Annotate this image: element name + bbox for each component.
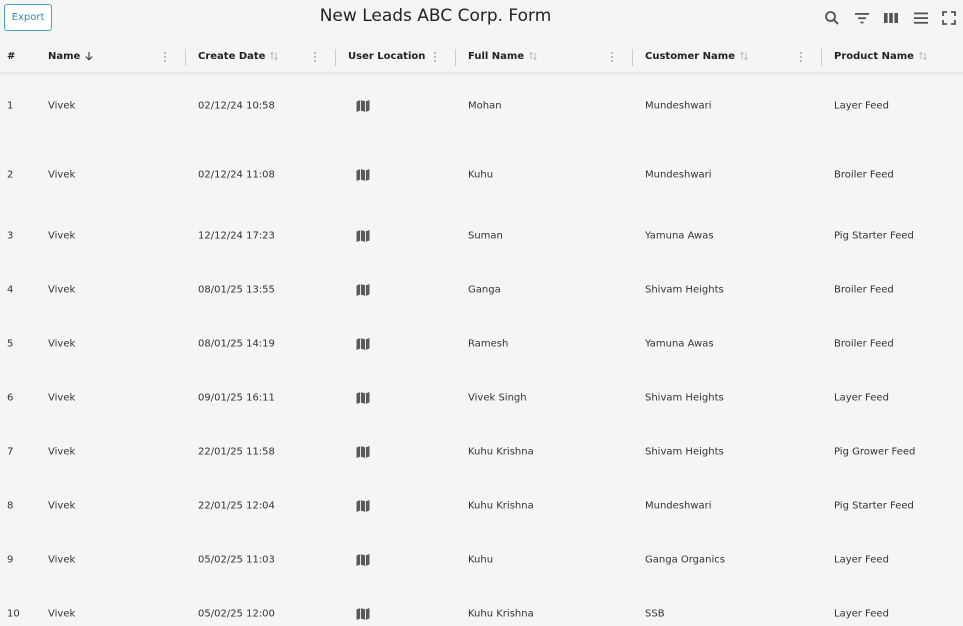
cell-full-name: Kuhu Krishna — [468, 446, 534, 458]
map-icon[interactable] — [356, 338, 370, 351]
cell-index: 7 — [7, 446, 14, 458]
column-header-product-name-label: Product Name — [834, 51, 914, 62]
cell-product-name: Pig Grower Feed — [834, 446, 916, 458]
column-menu-icon[interactable] — [610, 51, 614, 63]
cell-product-name: Broiler Feed — [834, 169, 894, 181]
cell-customer-name: Shivam Heights — [645, 446, 724, 458]
cell-product-name: Broiler Feed — [834, 284, 894, 296]
cell-index: 4 — [7, 284, 14, 296]
column-header-user-location-label: User Location — [348, 51, 426, 62]
sort-unsorted-icon[interactable] — [269, 51, 279, 61]
cell-product-name: Pig Starter Feed — [834, 500, 914, 512]
map-icon[interactable] — [356, 500, 370, 513]
cell-customer-name: SSB — [645, 608, 665, 620]
cell-create-date: 05/02/25 12:00 — [198, 608, 275, 620]
column-header-full-name[interactable] — [468, 42, 538, 72]
map-icon[interactable] — [356, 100, 370, 113]
sort-desc-icon[interactable] — [84, 51, 94, 61]
cell-index: 9 — [7, 554, 14, 566]
page-title: New Leads ABC Corp. Form — [319, 6, 552, 26]
cell-name: Vivek — [48, 230, 76, 242]
column-divider[interactable] — [335, 49, 336, 66]
cell-name: Vivek — [48, 169, 76, 181]
columns-icon[interactable] — [882, 9, 900, 27]
map-icon[interactable] — [356, 446, 370, 459]
density-icon[interactable] — [912, 9, 930, 27]
cell-index: 8 — [7, 500, 14, 512]
cell-index: 3 — [7, 230, 14, 242]
column-header-create-date[interactable] — [198, 42, 279, 72]
map-icon[interactable] — [356, 284, 370, 297]
map-icon[interactable] — [356, 230, 370, 243]
cell-customer-name: Shivam Heights — [645, 284, 724, 296]
cell-customer-name: Mundeshwari — [645, 100, 712, 112]
column-divider[interactable] — [455, 49, 456, 66]
cell-customer-name: Ganga Organics — [645, 554, 725, 566]
cell-create-date: 02/12/24 11:08 — [198, 169, 275, 181]
map-icon[interactable] — [356, 169, 370, 182]
column-divider[interactable] — [821, 49, 822, 66]
column-header-name-label: Name — [48, 51, 81, 62]
column-header-create-date-label: Create Date — [198, 51, 266, 62]
table-header — [0, 42, 963, 72]
cell-full-name: Kuhu — [468, 169, 494, 181]
cell-full-name: Vivek Singh — [468, 392, 527, 404]
cell-product-name: Layer Feed — [834, 608, 889, 620]
map-icon[interactable] — [356, 608, 370, 621]
column-divider[interactable] — [632, 49, 633, 66]
cell-index: 1 — [7, 100, 14, 112]
cell-full-name: Mohan — [468, 100, 502, 112]
cell-create-date: 08/01/25 13:55 — [198, 284, 275, 296]
column-header-customer-name[interactable] — [645, 42, 749, 72]
cell-customer-name: Mundeshwari — [645, 169, 712, 181]
cell-name: Vivek — [48, 338, 76, 350]
cell-customer-name: Shivam Heights — [645, 392, 724, 404]
cell-create-date: 22/01/25 12:04 — [198, 500, 275, 512]
cell-index: 10 — [7, 608, 20, 620]
column-menu-icon[interactable] — [313, 51, 317, 63]
cell-product-name: Layer Feed — [834, 554, 889, 566]
cell-name: Vivek — [48, 500, 76, 512]
column-divider[interactable] — [185, 49, 186, 66]
column-menu-icon[interactable] — [433, 51, 437, 63]
cell-name: Vivek — [48, 446, 76, 458]
cell-customer-name: Mundeshwari — [645, 500, 712, 512]
cell-create-date: 08/01/25 14:19 — [198, 338, 275, 350]
cell-index: 6 — [7, 392, 14, 404]
cell-product-name: Layer Feed — [834, 392, 889, 404]
column-header-name[interactable] — [48, 42, 94, 72]
cell-full-name: Ganga — [468, 284, 501, 296]
cell-create-date: 05/02/25 11:03 — [198, 554, 275, 566]
cell-create-date: 12/12/24 17:23 — [198, 230, 275, 242]
column-header-product-name[interactable] — [834, 42, 928, 72]
sort-unsorted-icon[interactable] — [918, 51, 928, 61]
export-button[interactable]: Export — [4, 4, 52, 31]
cell-name: Vivek — [48, 284, 76, 296]
cell-full-name: Ramesh — [468, 338, 509, 350]
cell-product-name: Pig Starter Feed — [834, 230, 914, 242]
column-header-user-location[interactable] — [348, 42, 425, 72]
column-header-customer-name-label: Customer Name — [645, 51, 735, 62]
sort-unsorted-icon[interactable] — [739, 51, 749, 61]
toolbar — [0, 0, 963, 40]
filter-icon[interactable] — [853, 9, 871, 27]
cell-name: Vivek — [48, 392, 76, 404]
column-menu-icon[interactable] — [799, 51, 803, 63]
column-menu-icon[interactable] — [163, 51, 167, 63]
cell-full-name: Kuhu — [468, 554, 494, 566]
cell-product-name: Broiler Feed — [834, 338, 894, 350]
cell-product-name: Layer Feed — [834, 100, 889, 112]
cell-full-name: Kuhu Krishna — [468, 608, 534, 620]
cell-full-name: Kuhu Krishna — [468, 500, 534, 512]
search-icon[interactable] — [823, 9, 841, 27]
cell-index: 5 — [7, 338, 14, 350]
cell-full-name: Suman — [468, 230, 503, 242]
cell-create-date: 02/12/24 10:58 — [198, 100, 275, 112]
column-header-index: # — [7, 51, 16, 62]
map-icon[interactable] — [356, 554, 370, 567]
toolbar-actions — [823, 9, 963, 29]
sort-unsorted-icon[interactable] — [528, 51, 538, 61]
fullscreen-icon[interactable] — [940, 9, 958, 27]
cell-create-date: 22/01/25 11:58 — [198, 446, 275, 458]
column-header-full-name-label: Full Name — [468, 51, 525, 62]
cell-name: Vivek — [48, 554, 76, 566]
cell-name: Vivek — [48, 100, 76, 112]
map-icon[interactable] — [356, 392, 370, 405]
cell-index: 2 — [7, 169, 14, 181]
cell-name: Vivek — [48, 608, 76, 620]
cell-customer-name: Yamuna Awas — [645, 338, 714, 350]
cell-customer-name: Yamuna Awas — [645, 230, 714, 242]
cell-create-date: 09/01/25 16:11 — [198, 392, 275, 404]
